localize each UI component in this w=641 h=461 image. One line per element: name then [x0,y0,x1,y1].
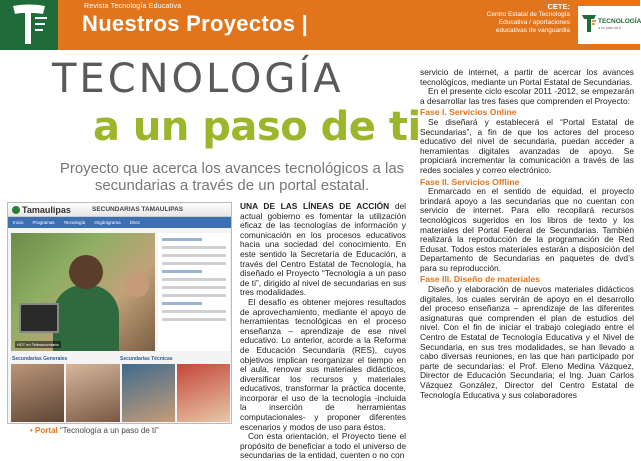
t-logo-icon [9,4,49,46]
article-column-right [420,68,634,400]
paragraph: Diseño y elaboración de nuevos materiales didácticos digitales, los cuales servirán de apoyo en el desarrollo del proceso enseñanza – aprendizaje de las diferentes asignaturas que comprenden el plan de estudios del nivel. Con el fin de iniciar el trabajo colegiado entre el Centro de Estatal de Tecnología Educativa y el Nivel de Secundaria, en sus tres modalidades, se han llevado a cabo diversas reuniones, en las que han participado por parte de secundarias: el Prof. Eleno Medina Vázquez, Director de Educación Secundaria; el Ing. Juan Carlos Vázquez González, Director del Centro Estatal de Tecnología Educativa y sus colaboradores [420,284,634,400]
hero-caption: HDT en Telesecundaria [17,342,59,347]
logo-box [0,0,58,50]
phase-heading: Fase I. Servicios Online [420,107,517,118]
section-title: Nuestros Proyectos | [82,11,309,36]
paragraph: El desafío es obtener mejores resultados de aprovechamiento, mediante el apoyo de herramientas tecnológicas en el proceso enseñanza – aprendizaje de ese nivel educativo. Lo anterior, acorde a la Reforma de Educación Secundaria (RES), cuyos objetivos implican reorganizar el tiempo en el aula, renovar sus materiales didácticos, diversificar los recursos y materiales educativos, transformar la práctica docente, incorporar el uso de la tecnología -incluida la inserción de herramientas computacionales- y proponer diferentes escenarios y modos de uso para éstos. [240,296,406,432]
cete-title: CETE: [547,2,570,11]
phase-heading: Fase II. Servicios Offline [420,176,520,187]
thumbnail-photo [11,364,64,422]
title-line-2: a un paso de ti [93,104,421,150]
laptop-photo [19,303,59,333]
image-caption [30,426,159,435]
thumbnail-photo [122,364,175,422]
portal-nav [8,217,231,228]
portal-logo: Tamaulipas [12,205,71,215]
paragraph: servicio de internet, a partir de acercar los avances tecnológicos, mediante un Portal Estatal de Secundarias. [420,67,634,87]
paragraph: Enmarcado en el sentido de equidad, el proyecto brindará apoyo a las secundarias que no cuentan con servicio de internet. Para ello recopilará recursos tecnológicos sugeridos en los libros de texto y los materiales del Portal Federal de Secundarias. También realizará la reproducción de la programación de Red Edusat. Todos estos materiales estarán a disposición del Departamento de Secundarias en paquetes de dvd’s para su reproducción. [420,186,634,273]
brand-logo [578,6,640,44]
brand-sub: a un paso de ti [598,26,621,30]
subtitle: Proyecto que acerca los avances tecnológicos a las secundarias a través de un portal estatal. [59,160,405,194]
portal-thumbnails [11,364,230,422]
bullet-icon: • [30,426,33,435]
caption-label: Portal [35,426,58,435]
student-photo-head [69,255,103,289]
portal-section-title: SECUNDARIAS TAMAULIPAS [92,206,184,213]
phase-heading: Fase III. Diseño de materiales [420,274,540,285]
thumbnail-photo [177,364,230,422]
portal-nav-item: Programas [32,220,55,225]
lead-in: UNA DE LAS LÍNEAS DE ACCIÓN [240,201,390,211]
page-header [0,0,640,50]
portal-subhead-left: Secundarias Generales [12,356,68,362]
tamaulipas-icon [12,206,20,214]
cete-line: educativas de vanguardia [495,27,570,34]
cete-block [487,3,570,35]
portal-nav-item: Tecnología [63,220,86,225]
paragraph: Con esta orientación, el Proyecto tiene el propósito de beneficiar a todo el universo de secundarias de la entidad, cuenten o no con [240,431,406,461]
paragraph: UNA DE LAS LÍNEAS DE ACCIÓN del actual gobierno es fomentar la utilización eficaz de las tecnologías de información y comunicación en los procesos educativos hacia una sociedad del conocimiento. En este sentido la Secretaría de Educación, a través del Centro Estatal de Tecnología, ha diseñado el Proyecto “Tecnología a un paso de ti”, dirigido al nivel de secundarias en sus tres modalidades. [240,201,407,298]
portal-nav-item: Direc [129,220,141,225]
portal-subhead-right: Secundarias Técnicas [120,356,173,362]
cete-line: Educativa / aportaciones [498,19,570,26]
brand-mark-icon [581,13,597,33]
portal-topbar [8,203,231,217]
paragraph: En el presente ciclo escolar 2011 -2012, se empezarán a desarrollar las tres fases que comprenden el Proyecto: [420,86,634,106]
caption-text: “Tecnología a un paso de ti” [59,426,159,435]
teacher-photo-head [125,273,149,297]
hero-photo [11,233,155,351]
student-photo-body [53,285,119,351]
portal-screenshot [7,202,232,424]
portal-nav-item: Inicio [13,220,24,225]
paragraph: Se diseñará y establecerá el “Portal Estatal de Secundarias”, a fin de que los actores del proceso educativo del nivel de secundaria, puedan acceder a herramientas digitales avanzadas de apoyo. Se propiciará incrementar la comunicación a través de las redes sociales y correo electrónico. [420,116,634,175]
cete-line: Centro Estatal de Tecnología [486,11,570,18]
brand-name: TECNOLOGÍA [598,18,641,25]
portal-nav-item: Orgánigrama [94,220,121,225]
article-column-left [240,202,406,461]
magazine-name: Revista Tecnología Educativa [84,3,182,10]
portal-sidebar [158,233,230,351]
thumbnail-photo [66,364,119,422]
title-line-1: TECNOLOGÍA [52,56,344,102]
